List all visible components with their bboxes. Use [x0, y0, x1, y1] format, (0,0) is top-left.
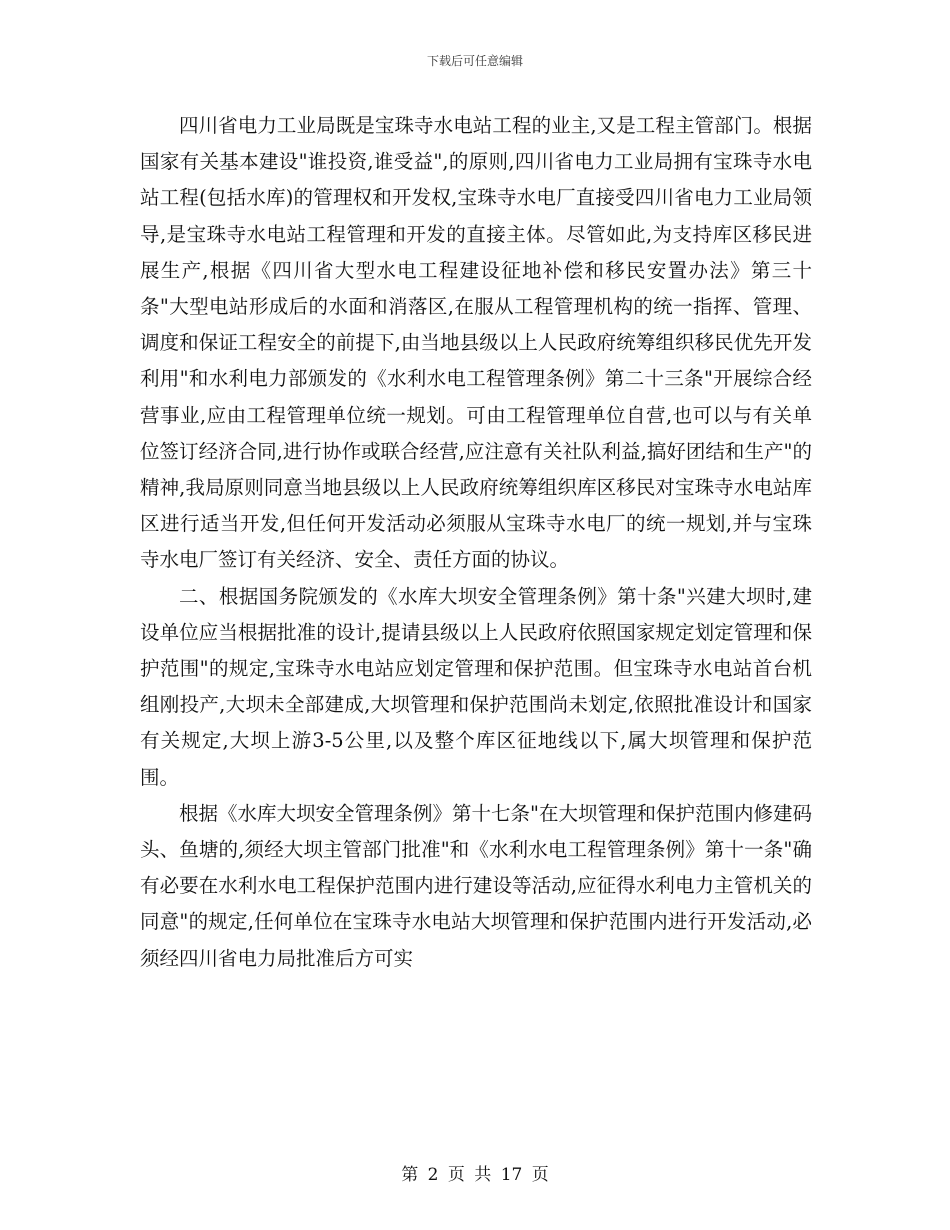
document-body — [140, 108, 812, 977]
paragraph-1: 四川省电力工业局既是宝珠寺水电站工程的业主,又是工程主管部门。根据国家有关基本建设"谁投资,谁受益",的原则,四川省电力工业局拥有宝珠寺水电站工程(包括水库)的管理权和开发权,宝珠寺水电厂直接受四川省电力工业局领导,是宝珠寺水电站工程管理和开发的直接主体。尽管如此,为支持库区移民进展生产,根据《四川省大型水电工程建设征地补偿和移民安置办法》第三十条"大型电站形成后的水面和消落区,在服从工程管理机构的统一指挥、管理、调度和保证工程安全的前提下,由当地县级以上人民政府统筹组织移民优先开发利用"和水利电力部颁发的《水利水电工程管理条例》第二十三条"开展综合经营事业,应由工程管理单位统一规划。可由工程管理单位自营,也可以与有关单位签订经济合同,进行协作或联合经营,应注意有关社队利益,搞好团结和生产"的精神,我局原则同意当地县级以上人民政府统筹组织库区移民对宝珠寺水电站库区进行适当开发,但任何开发活动必须服从宝珠寺水电厂的统一规划,并与宝珠寺水电厂签订有关经济、安全、责任方面的协议。 — [140, 114, 812, 572]
page-footer: 第 2 页 共 17 页 — [401, 1165, 549, 1185]
page-header: 下载后可任意编辑 — [426, 54, 523, 68]
paragraph-2: 二、根据国务院颁发的《水库大坝安全管理条例》第十条"兴建大坝时,建设单位应当根据批准的设计,提请县级以上人民政府依照国家规定划定管理和保护范围"的规定,宝珠寺水电站应划定管理和保护范围。但宝珠寺水电站首台机组刚投产,大坝未全部建成,大坝管理和保护范围尚未划定,依照批准设计和国家有关规定,大坝上游3-5公里,以及整个库区征地线以下,属大坝管理和保护范围。 — [140, 584, 812, 789]
paragraph-3: 根据《水库大坝安全管理条例》第十七条"在大坝管理和保护范围内修建码头、鱼塘的,须经大坝主管部门批准"和《水利水电工程管理条例》第十一条"确有必要在水利水电工程保护范围内进行建设等活动,应征得水利电力主管机关的同意"的规定,任何单位在宝珠寺水电站大坝管理和保护范围内进行开发活动,必须经四川省电力局批准后方可实 — [140, 801, 812, 970]
